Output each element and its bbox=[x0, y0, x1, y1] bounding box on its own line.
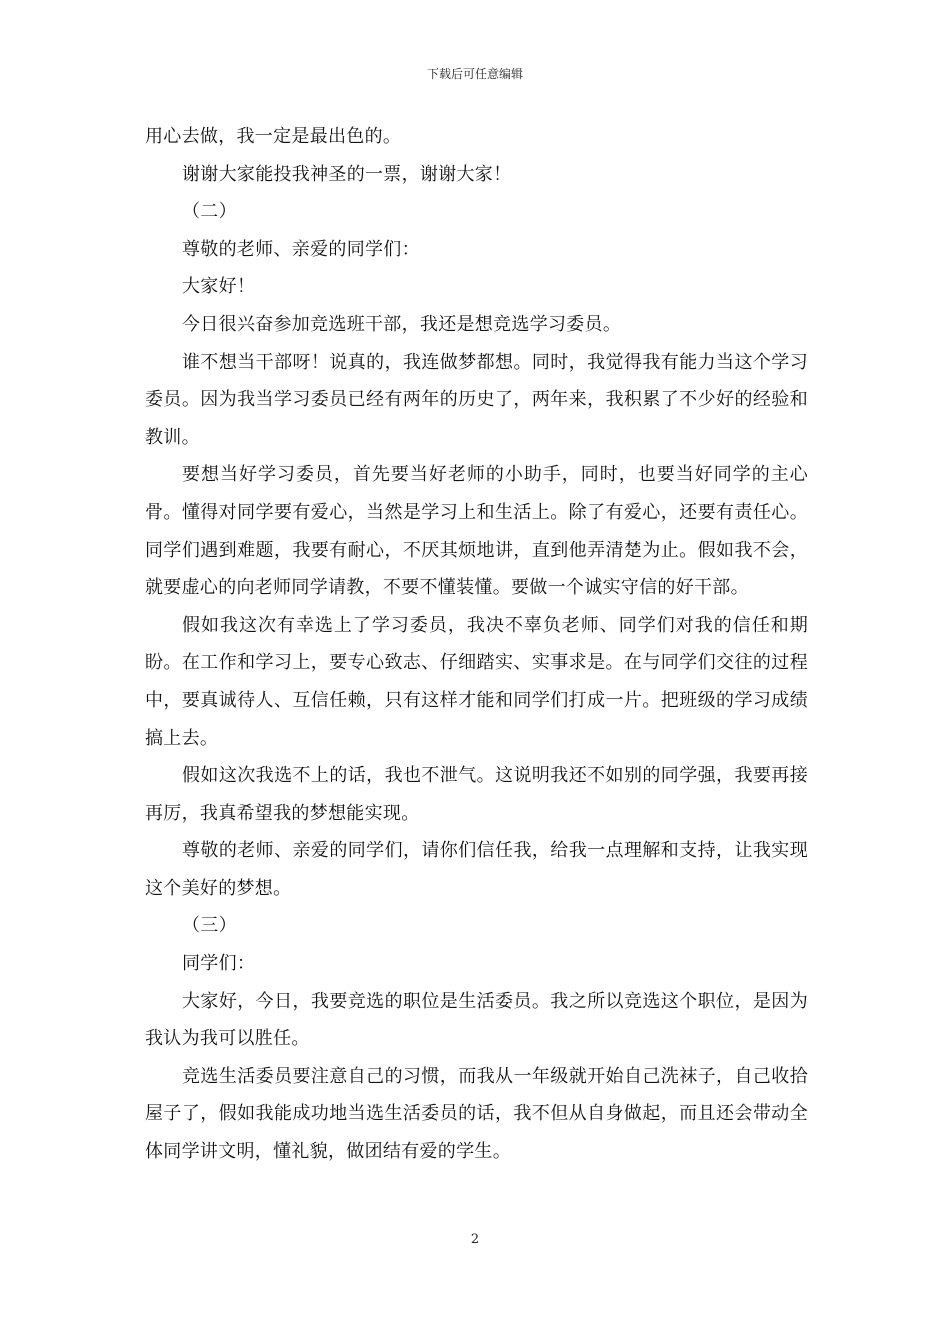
paragraph: 谢谢大家能投我神圣的一票，谢谢大家！ bbox=[182, 163, 512, 185]
section-heading: （二） bbox=[182, 201, 237, 223]
salutation: 同学们： bbox=[182, 953, 256, 975]
page-number: 2 bbox=[470, 1232, 480, 1247]
salutation: 尊敬的老师、亲爱的同学们： bbox=[182, 238, 420, 260]
page-header: 下载后可任意编辑 bbox=[426, 67, 523, 81]
document-body bbox=[145, 118, 808, 1171]
paragraph: 尊敬的老师、亲爱的同学们，请你们信任我，给我一点理解和支持，让我实现这个美好的梦想。 bbox=[145, 840, 808, 899]
paragraph: 用心去做，我一定是最出色的。 bbox=[145, 126, 402, 147]
paragraph: 今日很兴奋参加竞选班干部，我还是想竞选学习委员。 bbox=[182, 313, 622, 335]
paragraph: 竞选生活委员要注意自己的习惯，而我从一年级就开始自己洗袜子，自己收拾屋子了，假如我能成功地当选生活委员的话，我不但从自身做起，而且还会带动全体同学讲文明，懂礼貌，做团结有爱的学生。 bbox=[145, 1065, 808, 1163]
paragraph: 大家好，今日，我要竞选的职位是生活委员。我之所以竞选这个职位，是因为我认为我可以胜任。 bbox=[145, 990, 808, 1050]
paragraph: 假如我这次有幸选上了学习委员，我决不辜负老师、同学们对我的信任和期盼。在工作和学习上，要专心致志、仔细踏实、实事求是。在与同学们交往的过程中，要真诚待人、互信任赖，只有这样才能和同学们打成一片。把班级的学习成绩搞上去。 bbox=[145, 614, 808, 749]
paragraph: 谁不想当干部呀！说真的，我连做梦都想。同时，我觉得我有能力当这个学习委员。因为我当学习委员已经有两年的历史了，两年来，我积累了不少好的经验和教训。 bbox=[145, 351, 808, 448]
paragraph: 假如这次我选不上的话，我也不泄气。这说明我还不如别的同学强，我要再接再厉，我真希望我的梦想能实现。 bbox=[145, 765, 808, 824]
greeting: 大家好！ bbox=[182, 276, 256, 298]
section-heading: （三） bbox=[182, 915, 237, 937]
paragraph: 要想当好学习委员，首先要当好老师的小助手，同时，也要当好同学的主心骨。懂得对同学要有爱心，当然是学习上和生活上。除了有爱心，还要有责任心。同学们遇到难题，我要有耐心，不厌其烦地讲，直到他弄清楚为止。假如我不会，就要虚心的向老师同学请教，不要不懂装懂。要做一个诚实守信的好干部。 bbox=[145, 464, 808, 599]
